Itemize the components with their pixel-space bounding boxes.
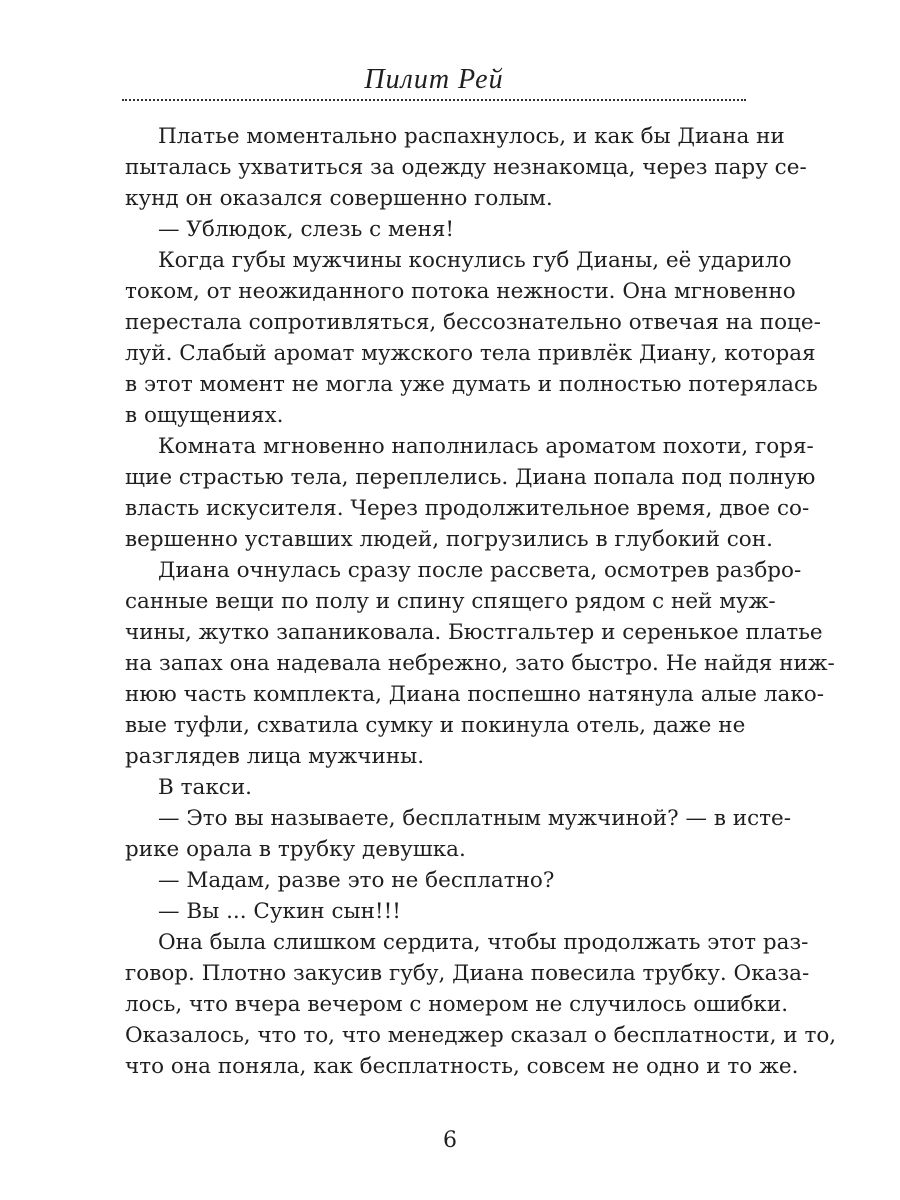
text-line: в ощущениях. [125,403,284,428]
header-dotted-rule [122,99,746,101]
text-line: щие страстью тела, переплелись. Диана попала под полную [125,465,816,490]
text-line: — Это вы называете, бесплатным мужчиной? — в исте- [158,806,792,831]
text-line: — Мадам, разве это не бесплатно? [158,868,555,893]
text-line: током, от неожиданного потока нежности. Она мгновенно [125,279,796,304]
text-line: Платье моментально распахнулось, и как бы Диана ни [158,124,785,149]
running-header [122,63,746,105]
text-line: Диана очнулась сразу после рассвета, осмотрев разбро- [158,558,802,583]
text-line: кунд он оказался совершенно голым. [125,186,553,211]
text-line: лось, что вчера вечером с номером не случилось ошибки. [125,992,789,1017]
body-text [125,121,837,1082]
text-line: нюю часть комплекта, Диана поспешно натянула алые лако- [125,682,824,707]
text-line: перестала сопротивляться, бессознательно отвечая на поце- [125,310,821,335]
author-name: Пилит Рей [364,64,504,95]
text-line: луй. Слабый аромат мужского тела привлёк Диану, которая [125,341,816,366]
text-line: — Вы ... Сукин сын!!! [158,899,401,924]
text-line: Она была слишком сердита, чтобы продолжать этот раз- [158,930,809,955]
page-number: 6 [443,1128,457,1153]
text-line: Комната мгновенно наполнилась ароматом похоти, горя- [158,434,814,459]
text-line: Когда губы мужчины коснулись губ Дианы, её ударило [158,248,792,273]
text-line: Оказалось, что то, что менеджер сказал о бесплатности, и то, [125,1023,837,1048]
text-line: — Ублюдок, слезь с меня! [158,217,455,242]
text-line: санные вещи по полу и спину спящего рядом с ней муж- [125,589,776,614]
text-line: пыталась ухватиться за одежду незнакомца, через пару се- [125,155,807,180]
text-line: вершенно уставших людей, погрузились в глубокий сон. [125,527,773,552]
text-line: говор. Плотно закусив губу, Диана повесила трубку. Оказа- [125,961,810,986]
text-line: вые туфли, схватила сумку и покинула отель, даже не [125,713,746,738]
text-line: чины, жутко запаниковала. Бюстгальтер и серенькое платье [125,620,823,645]
text-line: В такси. [158,775,252,800]
text-line: на запах она надевала небрежно, зато быстро. Не найдя ниж- [125,651,835,676]
text-line: рике орала в трубку девушка. [125,837,466,862]
text-line: власть искусителя. Через продолжительное время, двое со- [125,496,810,521]
text-line: разглядев лица мужчины. [125,744,425,769]
text-line: в этот момент не могла уже думать и полностью потерялась [125,372,818,397]
text-line: что она поняла, как бесплатность, совсем не одно и то же. [125,1054,799,1079]
